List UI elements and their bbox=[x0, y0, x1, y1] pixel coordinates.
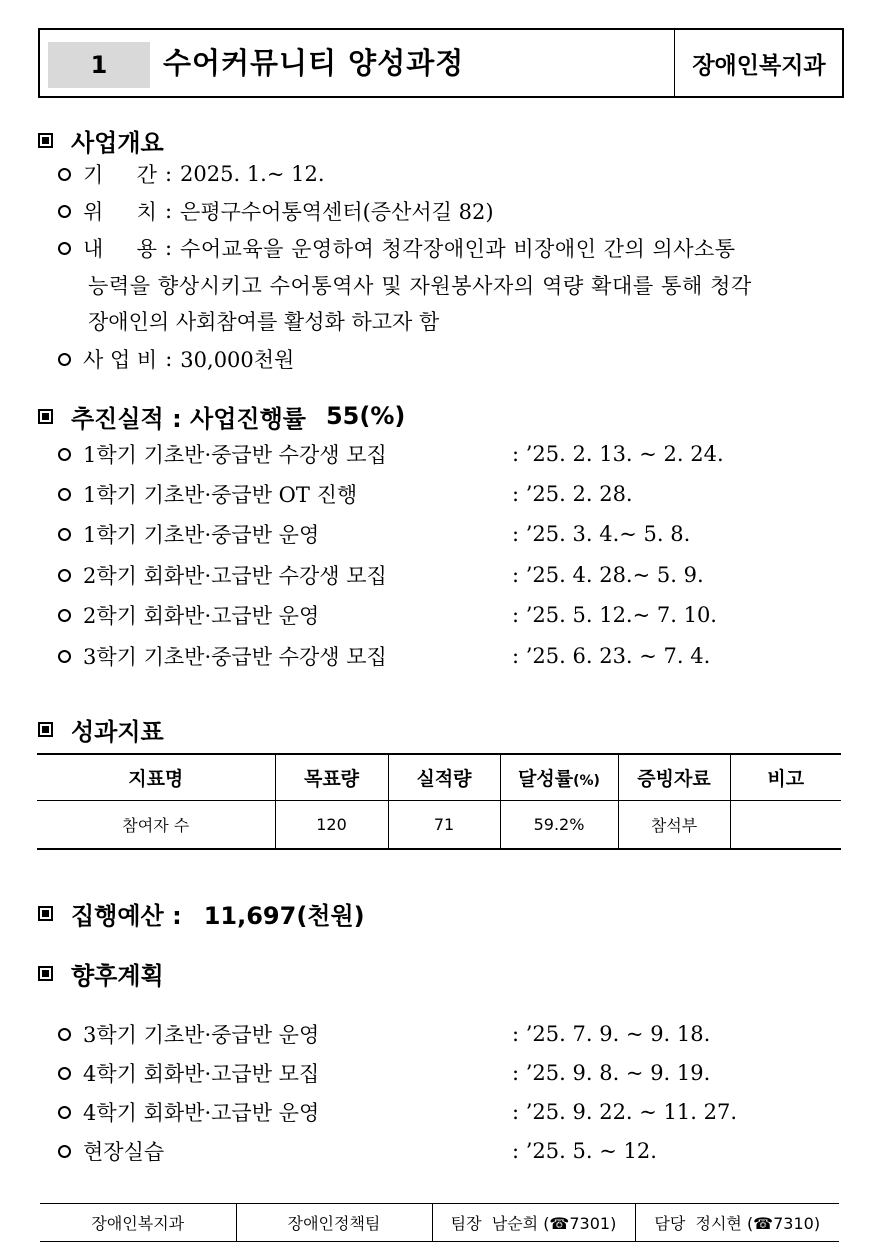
progress-task: 1학기 기초반·중급반 수강생 모집 bbox=[83, 443, 387, 467]
budget-heading-text: 집행예산 : bbox=[71, 901, 182, 930]
kpi-header-name: 지표명 bbox=[128, 768, 184, 790]
footer-staff: 담당 정시현 (☎7310) bbox=[635, 1204, 839, 1242]
circle-bullet-icon bbox=[58, 353, 71, 366]
plan-task: 3학기 기초반·중급반 운영 bbox=[83, 1023, 320, 1047]
title-box bbox=[38, 28, 844, 98]
overview-heading-text: 사업개요 bbox=[71, 128, 164, 157]
circle-bullet-icon bbox=[58, 1067, 71, 1080]
square-bullet-icon bbox=[38, 409, 53, 424]
kpi-heading bbox=[38, 711, 164, 747]
table-row bbox=[37, 801, 841, 850]
progress-task: 1학기 기초반·중급반 OT 진행 bbox=[83, 483, 358, 507]
overview-value: 은평구수어통역센터(증산서길 82) bbox=[180, 200, 494, 224]
plan-item bbox=[58, 1017, 319, 1051]
circle-bullet-icon bbox=[58, 488, 71, 501]
plan-task: 4학기 회화반·고급반 운영 bbox=[83, 1101, 320, 1125]
kpi-header-rate-unit: (%) bbox=[573, 773, 600, 789]
circle-bullet-icon bbox=[58, 609, 71, 622]
footer-department: 장애인복지과 bbox=[40, 1204, 236, 1242]
plan-task: 4학기 회화반·고급반 모집 bbox=[83, 1062, 320, 1086]
kpi-header-rate bbox=[500, 754, 618, 801]
square-bullet-icon bbox=[38, 906, 53, 921]
plan-item bbox=[58, 1134, 164, 1168]
plan-task: 현장실습 bbox=[83, 1140, 165, 1164]
circle-bullet-icon bbox=[58, 1028, 71, 1041]
kpi-header-row bbox=[37, 754, 841, 801]
overview-content-line-2: 능력을 향상시키고 수어통역사 및 자원봉사자의 역량 확대를 통해 청각 bbox=[88, 274, 752, 298]
circle-bullet-icon bbox=[58, 448, 71, 461]
circle-bullet-icon bbox=[58, 168, 71, 181]
kpi-header-note: 비고 bbox=[730, 754, 841, 801]
kpi-header-rate-label: 달성률 bbox=[518, 768, 574, 790]
progress-task: 2학기 회화반·고급반 운영 bbox=[83, 604, 320, 628]
progress-item bbox=[58, 639, 387, 673]
circle-bullet-icon bbox=[58, 1145, 71, 1158]
plan-item bbox=[58, 1056, 319, 1090]
kpi-cell-note bbox=[730, 801, 841, 850]
progress-task: 2학기 회화반·고급반 수강생 모집 bbox=[83, 564, 387, 588]
overview-value: 30,000천원 bbox=[180, 348, 295, 372]
overview-value: 수어교육을 운영하여 청각장애인과 비장애인 간의 의사소통 bbox=[180, 237, 736, 261]
progress-task: 1학기 기초반·중급반 운영 bbox=[83, 523, 320, 547]
overview-content-line-3: 장애인의 사회참여를 활성화 하고자 함 bbox=[88, 310, 440, 334]
department-label: 장애인복지과 bbox=[674, 30, 843, 96]
progress-heading bbox=[38, 398, 405, 434]
overview-label: 기 간 bbox=[83, 163, 157, 187]
progress-date: : ’25. 2. 13. ~ 2. 24. bbox=[512, 442, 724, 466]
footer-leader: 팀장 남순희 (☎7301) bbox=[432, 1204, 635, 1242]
progress-item bbox=[58, 558, 387, 592]
kpi-cell-target: 120 bbox=[275, 801, 388, 850]
plan-date: : ’25. 7. 9. ~ 9. 18. bbox=[512, 1022, 711, 1046]
square-bullet-icon bbox=[38, 722, 53, 737]
overview-value: 2025. 1.~ 12. bbox=[180, 162, 325, 186]
progress-rate: 55(%) bbox=[325, 402, 406, 430]
overview-label: 내 용 bbox=[83, 237, 157, 261]
kpi-cell-evidence: 참석부 bbox=[618, 801, 730, 850]
overview-item-location: 위 치 : 은평구수어통역센터(증산서길 82) bbox=[58, 194, 494, 228]
square-bullet-icon bbox=[38, 133, 53, 148]
overview-item-budget: 사 업 비 : 30,000천원 bbox=[58, 342, 294, 376]
overview-label: 위 치 bbox=[83, 200, 157, 224]
footer-row bbox=[40, 1204, 839, 1242]
overview-label: 사 업 비 bbox=[83, 348, 158, 372]
circle-bullet-icon bbox=[58, 528, 71, 541]
section-number: 1 bbox=[48, 42, 150, 88]
overview-item-period: 기 간 : 2025. 1.~ 12. bbox=[58, 157, 325, 191]
circle-bullet-icon bbox=[58, 650, 71, 663]
kpi-cell-actual: 71 bbox=[388, 801, 500, 850]
budget-heading bbox=[38, 895, 365, 931]
kpi-header-actual: 실적량 bbox=[388, 754, 500, 801]
plan-date: : ’25. 9. 8. ~ 9. 19. bbox=[512, 1061, 711, 1085]
progress-item bbox=[58, 437, 387, 471]
page-title: 수어커뮤니티 양성과정 bbox=[163, 46, 465, 80]
budget-amount: 11,697(천원) bbox=[203, 901, 365, 930]
progress-item bbox=[58, 517, 319, 551]
progress-task: 3학기 기초반·중급반 수강생 모집 bbox=[83, 645, 387, 669]
kpi-cell-rate: 59.2% bbox=[500, 801, 618, 850]
kpi-heading-text: 성과지표 bbox=[71, 717, 164, 746]
overview-heading bbox=[38, 122, 164, 158]
circle-bullet-icon bbox=[58, 242, 71, 255]
kpi-cell-name: 참여자 수 bbox=[122, 816, 190, 835]
square-bullet-icon bbox=[38, 966, 53, 981]
plan-date: : ’25. 9. 22. ~ 11. 27. bbox=[512, 1100, 738, 1124]
progress-date: : ’25. 4. 28.~ 5. 9. bbox=[512, 563, 704, 587]
progress-date: : ’25. 5. 12.~ 7. 10. bbox=[512, 603, 717, 627]
overview-item-content: 내 용 : 수어교육을 운영하여 청각장애인과 비장애인 간의 의사소통 bbox=[58, 231, 736, 265]
progress-date: : ’25. 2. 28. bbox=[512, 482, 633, 506]
progress-date: : ’25. 6. 23. ~ 7. 4. bbox=[512, 644, 711, 668]
plan-date: : ’25. 5. ~ 12. bbox=[512, 1139, 657, 1163]
progress-date: : ’25. 3. 4.~ 5. 8. bbox=[512, 522, 691, 546]
plan-item bbox=[58, 1095, 319, 1129]
footer-team: 장애인정책팀 bbox=[236, 1204, 432, 1242]
kpi-header-evidence: 증빙자료 bbox=[618, 754, 730, 801]
circle-bullet-icon bbox=[58, 205, 71, 218]
kpi-table bbox=[37, 753, 841, 850]
progress-heading-text: 추진실적 : 사업진행률 bbox=[71, 404, 306, 433]
plan-heading-text: 향후계획 bbox=[71, 961, 164, 990]
circle-bullet-icon bbox=[58, 569, 71, 582]
kpi-header-target: 목표량 bbox=[275, 754, 388, 801]
progress-item bbox=[58, 598, 319, 632]
footer-table bbox=[40, 1203, 839, 1242]
progress-item bbox=[58, 477, 357, 511]
plan-heading bbox=[38, 955, 164, 991]
circle-bullet-icon bbox=[58, 1106, 71, 1119]
